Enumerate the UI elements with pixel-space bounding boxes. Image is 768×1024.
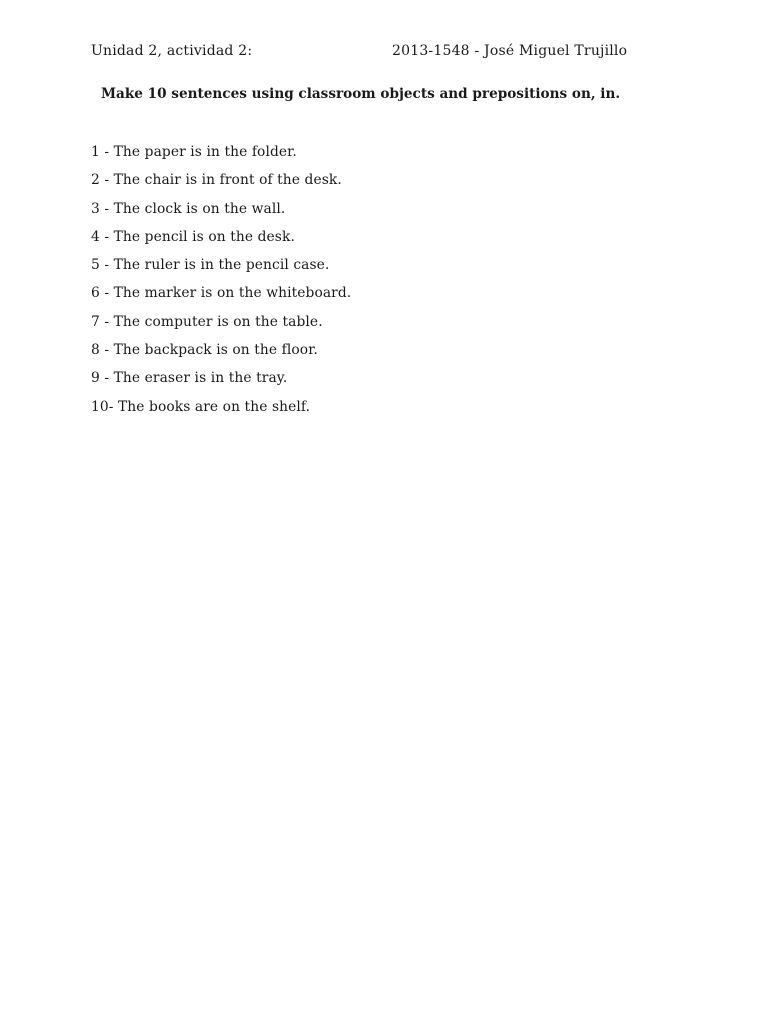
sentence-item: 1 - The paper is in the folder.: [91, 144, 297, 160]
header-student-id-name: 2013-1548 - José Miguel Trujillo: [392, 43, 628, 59]
sentence-item: 8 - The backpack is on the floor.: [91, 342, 318, 359]
sentence-item: 5 - The ruler is in the pencil case.: [91, 257, 330, 274]
sentence-item: 3 - The clock is on the wall.: [91, 200, 286, 217]
header-unit-activity: Unidad 2, actividad 2:: [91, 43, 253, 59]
sentence-item: 7 - The computer is on the table.: [91, 313, 323, 330]
sentence-item: 10- The books are on the shelf.: [91, 398, 311, 415]
sentence-item: 4 - The pencil is on the desk.: [91, 228, 295, 245]
sentence-list: [91, 142, 351, 425]
exercise-instructions: Make 10 sentences using classroom objects and prepositions on, in.: [101, 86, 621, 102]
sentence-item: 9 - The eraser is in the tray.: [91, 370, 288, 387]
sentence-item: 6 - The marker is on the whiteboard.: [91, 285, 352, 302]
sentence-item: 2 - The chair is in front of the desk.: [91, 172, 342, 189]
